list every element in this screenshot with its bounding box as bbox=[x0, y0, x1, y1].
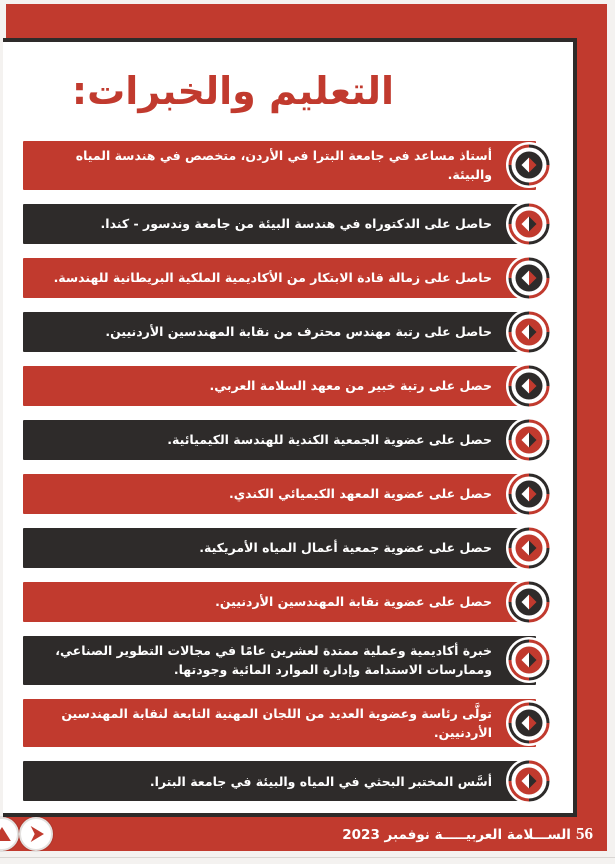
page-title: التعليم والخبرات: bbox=[71, 69, 395, 113]
experience-item bbox=[23, 312, 536, 352]
magazine-name-date: الســـلامة العربيـــــة نوفمبر 2023 bbox=[342, 827, 571, 843]
experience-item-text: حاصل على الدكتوراه في هندسة البيئة من جامعة وندسور - كندا. bbox=[100, 216, 492, 232]
experience-item-text: حصل على رتبة خبير من معهد السلامة العربي. bbox=[209, 378, 492, 394]
experience-item-text: خبرة أكاديمية وعملية ممتدة لعشرين عامًا في مجالات التطوير الصناعي، وممارسات الاستدامة وإدارة الموارد المائية وجودتها. bbox=[55, 642, 492, 678]
bullet-diamond-icon bbox=[505, 524, 553, 572]
arrow-right-icon bbox=[21, 819, 51, 849]
experience-item bbox=[23, 636, 536, 685]
experience-item-text: أستاذ مساعد في جامعة البترا في الأردن، متخصص في هندسة المياه والبيئة. bbox=[75, 148, 492, 183]
experience-item bbox=[23, 582, 536, 622]
page-number: 56 bbox=[576, 824, 593, 843]
experience-item-text: حصل على عضوية جمعية أعمال المياه الأمريكية. bbox=[199, 540, 492, 556]
bullet-diamond-icon bbox=[505, 470, 553, 518]
experience-item bbox=[23, 761, 536, 801]
experience-item bbox=[23, 204, 536, 244]
experience-item bbox=[23, 528, 536, 568]
bullet-diamond-icon bbox=[505, 308, 553, 356]
bullet-diamond-icon bbox=[505, 757, 553, 805]
footer-caption bbox=[342, 817, 593, 851]
experience-item bbox=[23, 474, 536, 514]
content-area bbox=[3, 38, 577, 817]
experience-item bbox=[23, 258, 536, 298]
top-red-band bbox=[6, 4, 607, 38]
nav-forward-button[interactable] bbox=[19, 817, 53, 851]
bullet-diamond-icon bbox=[505, 362, 553, 410]
bullet-diamond-icon bbox=[505, 578, 553, 626]
experience-item bbox=[23, 699, 536, 748]
experience-item-text: حصل على عضوية نقابة المهندسين الأردنيين. bbox=[215, 594, 492, 610]
arrow-up-icon bbox=[0, 819, 17, 849]
experience-item-text: حاصل على رتبة مهندس محترف من نقابة المهندسين الأردنيين. bbox=[105, 324, 492, 340]
bullet-diamond-icon bbox=[505, 254, 553, 302]
bullet-diamond-icon bbox=[505, 200, 553, 248]
page-edge-line bbox=[0, 857, 615, 858]
experience-list bbox=[23, 141, 536, 801]
bullet-diamond-icon bbox=[505, 636, 553, 684]
experience-item bbox=[23, 366, 536, 406]
experience-item bbox=[23, 420, 536, 460]
bullet-diamond-icon bbox=[505, 699, 553, 747]
bullet-diamond-icon bbox=[505, 416, 553, 464]
experience-item bbox=[23, 141, 536, 190]
experience-item-text: أسَّس المختبر البحثي في المياه والبيئة في جامعة البترا. bbox=[149, 773, 492, 789]
right-red-band bbox=[577, 4, 607, 851]
footer-band bbox=[3, 817, 607, 851]
experience-item-text: حصل على عضوية المعهد الكيميائي الكندي. bbox=[228, 486, 492, 502]
experience-item-text: تولَّى رئاسة وعضوية العديد من اللجان المهنية التابعة لنقابة المهندسين الأردنيين. bbox=[61, 705, 492, 740]
experience-item-text: حاصل على زمالة قادة الابتكار من الأكاديمية الملكية البريطانية للهندسة. bbox=[53, 270, 492, 286]
nav-up-button[interactable] bbox=[0, 817, 19, 851]
experience-item-text: حصل على عضوية الجمعية الكندية للهندسة الكيميائية. bbox=[167, 432, 492, 448]
bullet-diamond-icon bbox=[505, 141, 553, 189]
